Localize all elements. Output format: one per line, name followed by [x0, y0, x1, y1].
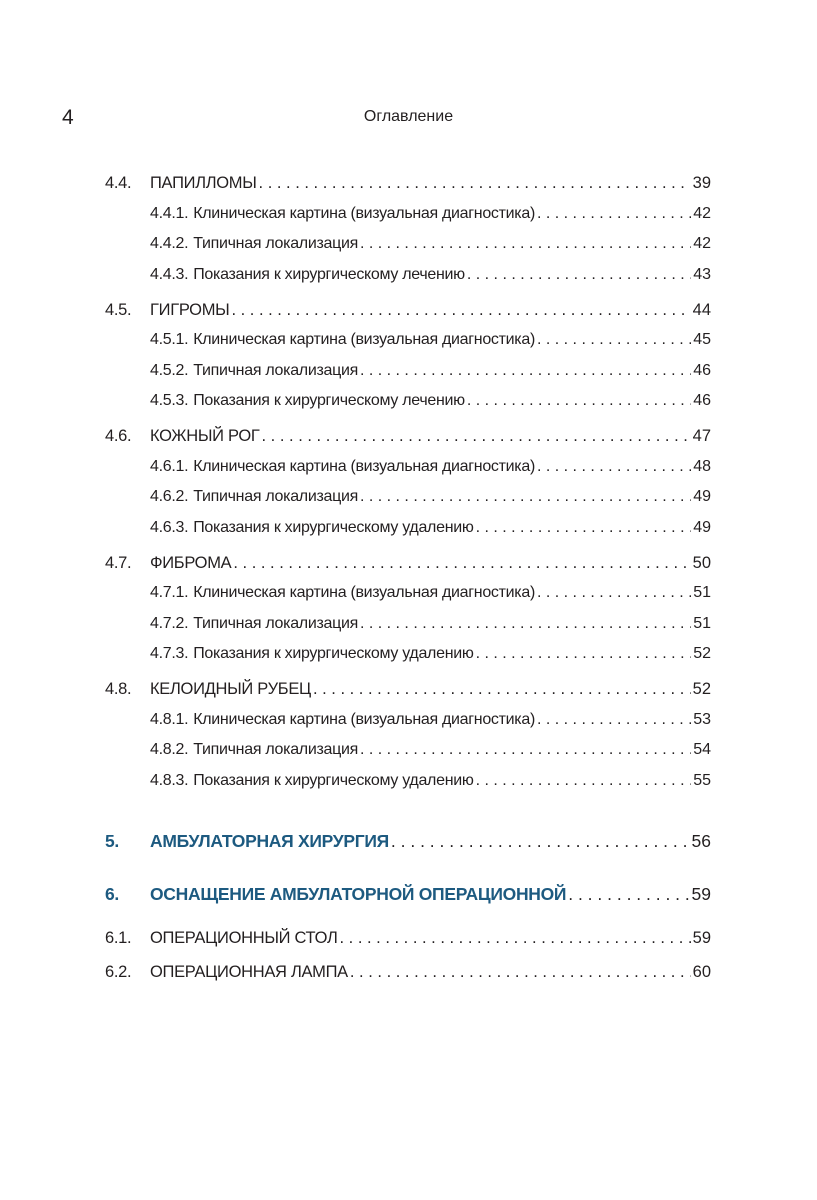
leader-dots: [467, 260, 691, 291]
leader-dots: [476, 639, 692, 670]
entry-page: 47: [692, 427, 711, 445]
entry-title: АМБУЛАТОРНАЯ ХИРУРГИЯ: [150, 831, 389, 851]
entry-title: ФИБРОМА: [150, 553, 232, 572]
toc-entry-sub[interactable]: [105, 705, 711, 736]
leader-dots: [262, 421, 691, 452]
entry-title: Показания к хирургическому удалению: [193, 771, 474, 789]
entry-page: 42: [693, 204, 711, 222]
toc-entry-sub[interactable]: [105, 766, 711, 797]
leader-dots: [231, 295, 690, 326]
entry-page: 51: [693, 584, 711, 601]
leader-dots: [391, 826, 690, 857]
toc-entry-sub[interactable]: [105, 513, 711, 544]
page-number: 4: [62, 106, 74, 129]
toc-entry-sec[interactable]: [105, 421, 711, 452]
toc-entry-chap[interactable]: [105, 879, 711, 910]
entry-page: 59: [691, 883, 711, 904]
entry-title: Типичная локализация: [193, 488, 358, 505]
leader-dots: [360, 229, 691, 260]
entry-number: 4.4.1.: [150, 204, 189, 222]
entry-number: 4.8.1.: [150, 710, 189, 728]
entry-title: КОЖНЫЙ РОГ: [150, 427, 260, 445]
entry-number: 4.6.: [105, 427, 132, 445]
toc-entry-chap[interactable]: [105, 826, 711, 857]
entry-page: 39: [692, 174, 711, 192]
entry-title: Клиническая картина (визуальная диагностика): [193, 331, 535, 348]
entry-number: 6.2.: [105, 962, 132, 981]
toc-entry-sub[interactable]: [105, 578, 711, 609]
toc-entry-sub[interactable]: [105, 325, 711, 356]
entry-page: 52: [693, 645, 711, 662]
entry-page: 48: [693, 457, 711, 475]
toc-entry-sec[interactable]: [105, 923, 711, 954]
entry-number: 4.4.: [105, 174, 132, 192]
leader-dots: [537, 452, 691, 483]
entry-number: 4.5.2.: [150, 361, 189, 379]
entry-number: 5.: [105, 831, 119, 851]
leader-dots: [360, 356, 691, 387]
entry-title: КЕЛОИДНЫЙ РУБЕЦ: [150, 680, 311, 698]
entry-title: Типичная локализация: [193, 741, 358, 758]
toc-entry-sub[interactable]: [105, 735, 711, 766]
entry-page: 59: [692, 929, 711, 947]
toc-entry-sub[interactable]: [105, 639, 711, 670]
entry-title: Типичная локализация: [193, 614, 358, 632]
entry-page: 51: [693, 614, 711, 632]
entry-page: 49: [693, 518, 711, 536]
table-of-contents: [105, 168, 711, 987]
entry-title: Типичная локализация: [193, 361, 358, 379]
entry-title: Показания к хирургическому удалению: [193, 518, 474, 536]
leader-dots: [476, 513, 692, 544]
toc-entry-sub[interactable]: [105, 199, 711, 230]
entry-number: 4.6.3.: [150, 518, 189, 536]
leader-dots: [537, 705, 691, 736]
entry-title: ОПЕРАЦИОННЫЙ СТОЛ: [150, 929, 338, 947]
entry-page: 56: [691, 831, 711, 851]
entry-title: ОСНАЩЕНИЕ АМБУЛАТОРНОЙ ОПЕРАЦИОННОЙ: [150, 883, 567, 904]
entry-page: 46: [693, 361, 711, 379]
entry-number: 6.1.: [105, 929, 132, 947]
entry-number: 4.6.1.: [150, 457, 189, 475]
leader-dots: [350, 957, 691, 988]
entry-title: ОПЕРАЦИОННАЯ ЛАМПА: [150, 962, 348, 981]
entry-number: 4.7.: [105, 553, 132, 572]
leader-dots: [233, 548, 690, 579]
leader-dots: [360, 482, 691, 513]
toc-entry-sec[interactable]: [105, 295, 711, 326]
entry-page: 46: [693, 392, 711, 409]
leader-dots: [537, 578, 691, 609]
entry-number: 4.8.: [105, 680, 132, 698]
entry-number: 4.5.: [105, 300, 132, 319]
entry-page: 60: [692, 962, 711, 981]
toc-entry-sub[interactable]: [105, 482, 711, 513]
entry-title: Показания к хирургическому лечению: [193, 392, 465, 409]
entry-number: 4.7.2.: [150, 614, 189, 632]
entry-page: 49: [693, 488, 711, 505]
entry-title: Клиническая картина (визуальная диагностика): [193, 457, 535, 475]
entry-page: 42: [693, 235, 711, 252]
leader-dots: [467, 386, 691, 417]
entry-number: 6.: [105, 883, 119, 904]
entry-title: Клиническая картина (визуальная диагностика): [193, 584, 535, 601]
leader-dots: [360, 735, 691, 766]
leader-dots: [339, 923, 690, 954]
entry-number: 4.8.3.: [150, 771, 189, 789]
toc-entry-sec[interactable]: [105, 674, 711, 705]
entry-number: 4.5.1.: [150, 331, 189, 348]
toc-entry-sub[interactable]: [105, 386, 711, 417]
entry-page: 52: [692, 680, 711, 698]
toc-entry-sec[interactable]: [105, 957, 711, 988]
running-title: Оглавление: [363, 108, 454, 125]
entry-number: 4.4.3.: [150, 265, 189, 283]
leader-dots: [259, 168, 691, 199]
entry-number: 4.7.1.: [150, 584, 189, 601]
leader-dots: [537, 199, 691, 230]
entry-page: 44: [692, 300, 711, 319]
entry-page: 55: [693, 771, 711, 789]
toc-entry-sec[interactable]: [105, 168, 711, 199]
entry-number: 4.8.2.: [150, 741, 189, 758]
entry-title: ПАПИЛЛОМЫ: [150, 174, 257, 192]
entry-number: 4.5.3.: [150, 392, 189, 409]
entry-title: ГИГРОМЫ: [150, 300, 230, 319]
toc-entry-sub[interactable]: [105, 260, 711, 291]
entry-page: 43: [693, 265, 711, 283]
entry-title: Показания к хирургическому лечению: [193, 265, 465, 283]
entry-title: Клиническая картина (визуальная диагностика): [193, 710, 535, 728]
entry-title: Показания к хирургическому удалению: [193, 645, 474, 662]
entry-number: 4.7.3.: [150, 645, 189, 662]
toc-entry-sub[interactable]: [105, 452, 711, 483]
toc-entry-sub[interactable]: [105, 356, 711, 387]
entry-number: 4.6.2.: [150, 488, 189, 505]
leader-dots: [476, 766, 692, 797]
entry-title: Типичная локализация: [193, 235, 358, 252]
leader-dots: [537, 325, 691, 356]
entry-page: 50: [692, 553, 711, 572]
leader-dots: [568, 879, 689, 910]
leader-dots: [313, 674, 691, 705]
entry-title: Клиническая картина (визуальная диагностика): [193, 204, 535, 222]
entry-page: 45: [693, 331, 711, 348]
entry-page: 53: [693, 710, 711, 728]
leader-dots: [360, 609, 691, 640]
toc-entry-sub[interactable]: [105, 609, 711, 640]
entry-number: 4.4.2.: [150, 235, 189, 252]
toc-entry-sec[interactable]: [105, 548, 711, 579]
toc-entry-sub[interactable]: [105, 229, 711, 260]
entry-page: 54: [693, 741, 711, 758]
